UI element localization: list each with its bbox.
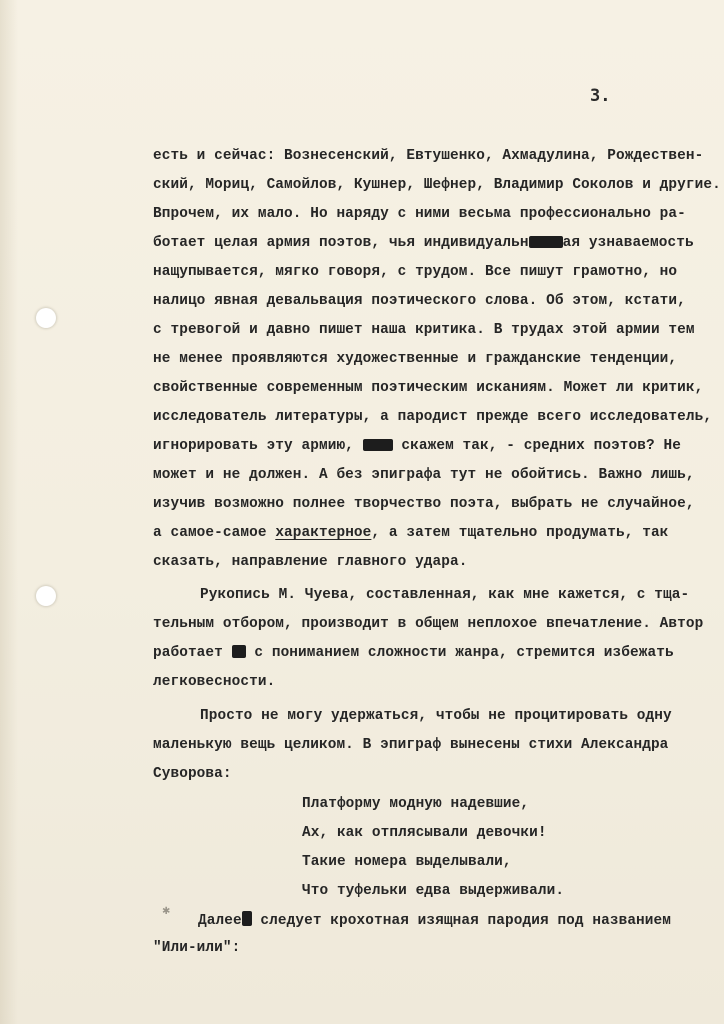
text-line-16: Рукопись М. Чуева, составленная, как мне кажется, с тща- <box>200 587 690 603</box>
text-line-18-part-2: с пониманием сложности жанра, стремится избежать <box>245 645 674 661</box>
poem-line-1: Платформу модную надевшие, <box>302 796 530 812</box>
text-line-1: есть и сейчас: Вознесенский, Евтушенко, Ахмадулина, Рождествен- <box>153 148 704 164</box>
text-line-27 <box>198 911 671 929</box>
text-line-8: не менее проявляются художественные и гражданские тенденции, <box>153 351 678 367</box>
text-line-21: маленькую вещь целиком. В эпиграф вынесены стихи Александра <box>153 737 669 753</box>
text-line-15: сказать, направление главного удара. <box>153 554 468 570</box>
underlined-word: характерное <box>275 525 372 541</box>
text-line-11-part-1: игнорировать эту армию, <box>153 438 363 454</box>
ink-strikeout <box>363 439 393 451</box>
poem-line-4: Что туфельки едва выдерживали. <box>302 883 565 899</box>
text-line-27-part-2: следует крохотная изящная пародия под названием <box>251 913 672 929</box>
text-line-7: с тревогой и давно пишет наша критика. В трудах этой армии тем <box>153 322 695 338</box>
poem-line-2: Ах, как отплясывали девочки! <box>302 825 547 841</box>
text-line-17: тельным отбором, производит в общем неплохое впечатление. Автор <box>153 616 704 632</box>
paper-edge-shadow <box>0 0 18 1024</box>
text-line-11 <box>153 438 681 454</box>
text-line-2: ский, Мориц, Самойлов, Кушнер, Шефнер, Владимир Соколов и другие. <box>153 177 721 193</box>
text-line-4-part-1: ботает целая армия поэтов, чья индивидуальн <box>153 235 529 251</box>
text-line-14-part-3: , а затем тщательно продумать, так <box>371 525 669 541</box>
text-line-28: "Или-или": <box>153 940 241 956</box>
text-line-5: нащупывается, мягко говоря, с трудом. Все пишут грамотно, но <box>153 264 678 280</box>
text-line-4 <box>153 235 694 251</box>
page-number: 3. <box>590 86 611 106</box>
punch-hole-bottom <box>36 586 56 606</box>
margin-smudge: ✱ <box>162 906 171 917</box>
text-line-13: изучив возможно полнее творчество поэта, выбрать не случайное, <box>153 496 695 512</box>
ink-strikeout <box>242 911 252 926</box>
text-line-18 <box>153 645 674 661</box>
text-line-6: налицо явная девальвация поэтического слова. Об этом, кстати, <box>153 293 686 309</box>
ink-strikeout <box>529 236 563 248</box>
text-line-14 <box>153 525 668 541</box>
text-line-20: Просто не могу удержаться, чтобы не процитировать одну <box>200 708 672 724</box>
text-line-12: может и не должен. А без эпиграфа тут не обойтись. Важно лишь, <box>153 467 695 483</box>
text-line-3: Впрочем, их мало. Но наряду с ними весьма профессионально ра- <box>153 206 686 222</box>
text-line-27-part-1: Далее <box>198 913 242 929</box>
text-line-11-part-2: скажем так, - средних поэтов? Не <box>392 438 681 454</box>
text-line-4-part-2: ая узнаваемость <box>562 235 694 251</box>
ink-strikeout <box>232 645 246 658</box>
punch-hole-top <box>36 308 56 328</box>
text-line-10: исследователь литературы, а пародист прежде всего исследователь, <box>153 409 713 425</box>
text-line-18-part-1: работает <box>153 645 232 661</box>
text-line-9: свойственные современным поэтическим исканиям. Может ли критик, <box>153 380 704 396</box>
text-line-22: Суворова: <box>153 766 232 782</box>
text-line-14-part-1: а самое-самое <box>153 525 276 541</box>
poem-line-3: Такие номера выделывали, <box>302 854 512 870</box>
text-line-19: легковесности. <box>153 674 276 690</box>
